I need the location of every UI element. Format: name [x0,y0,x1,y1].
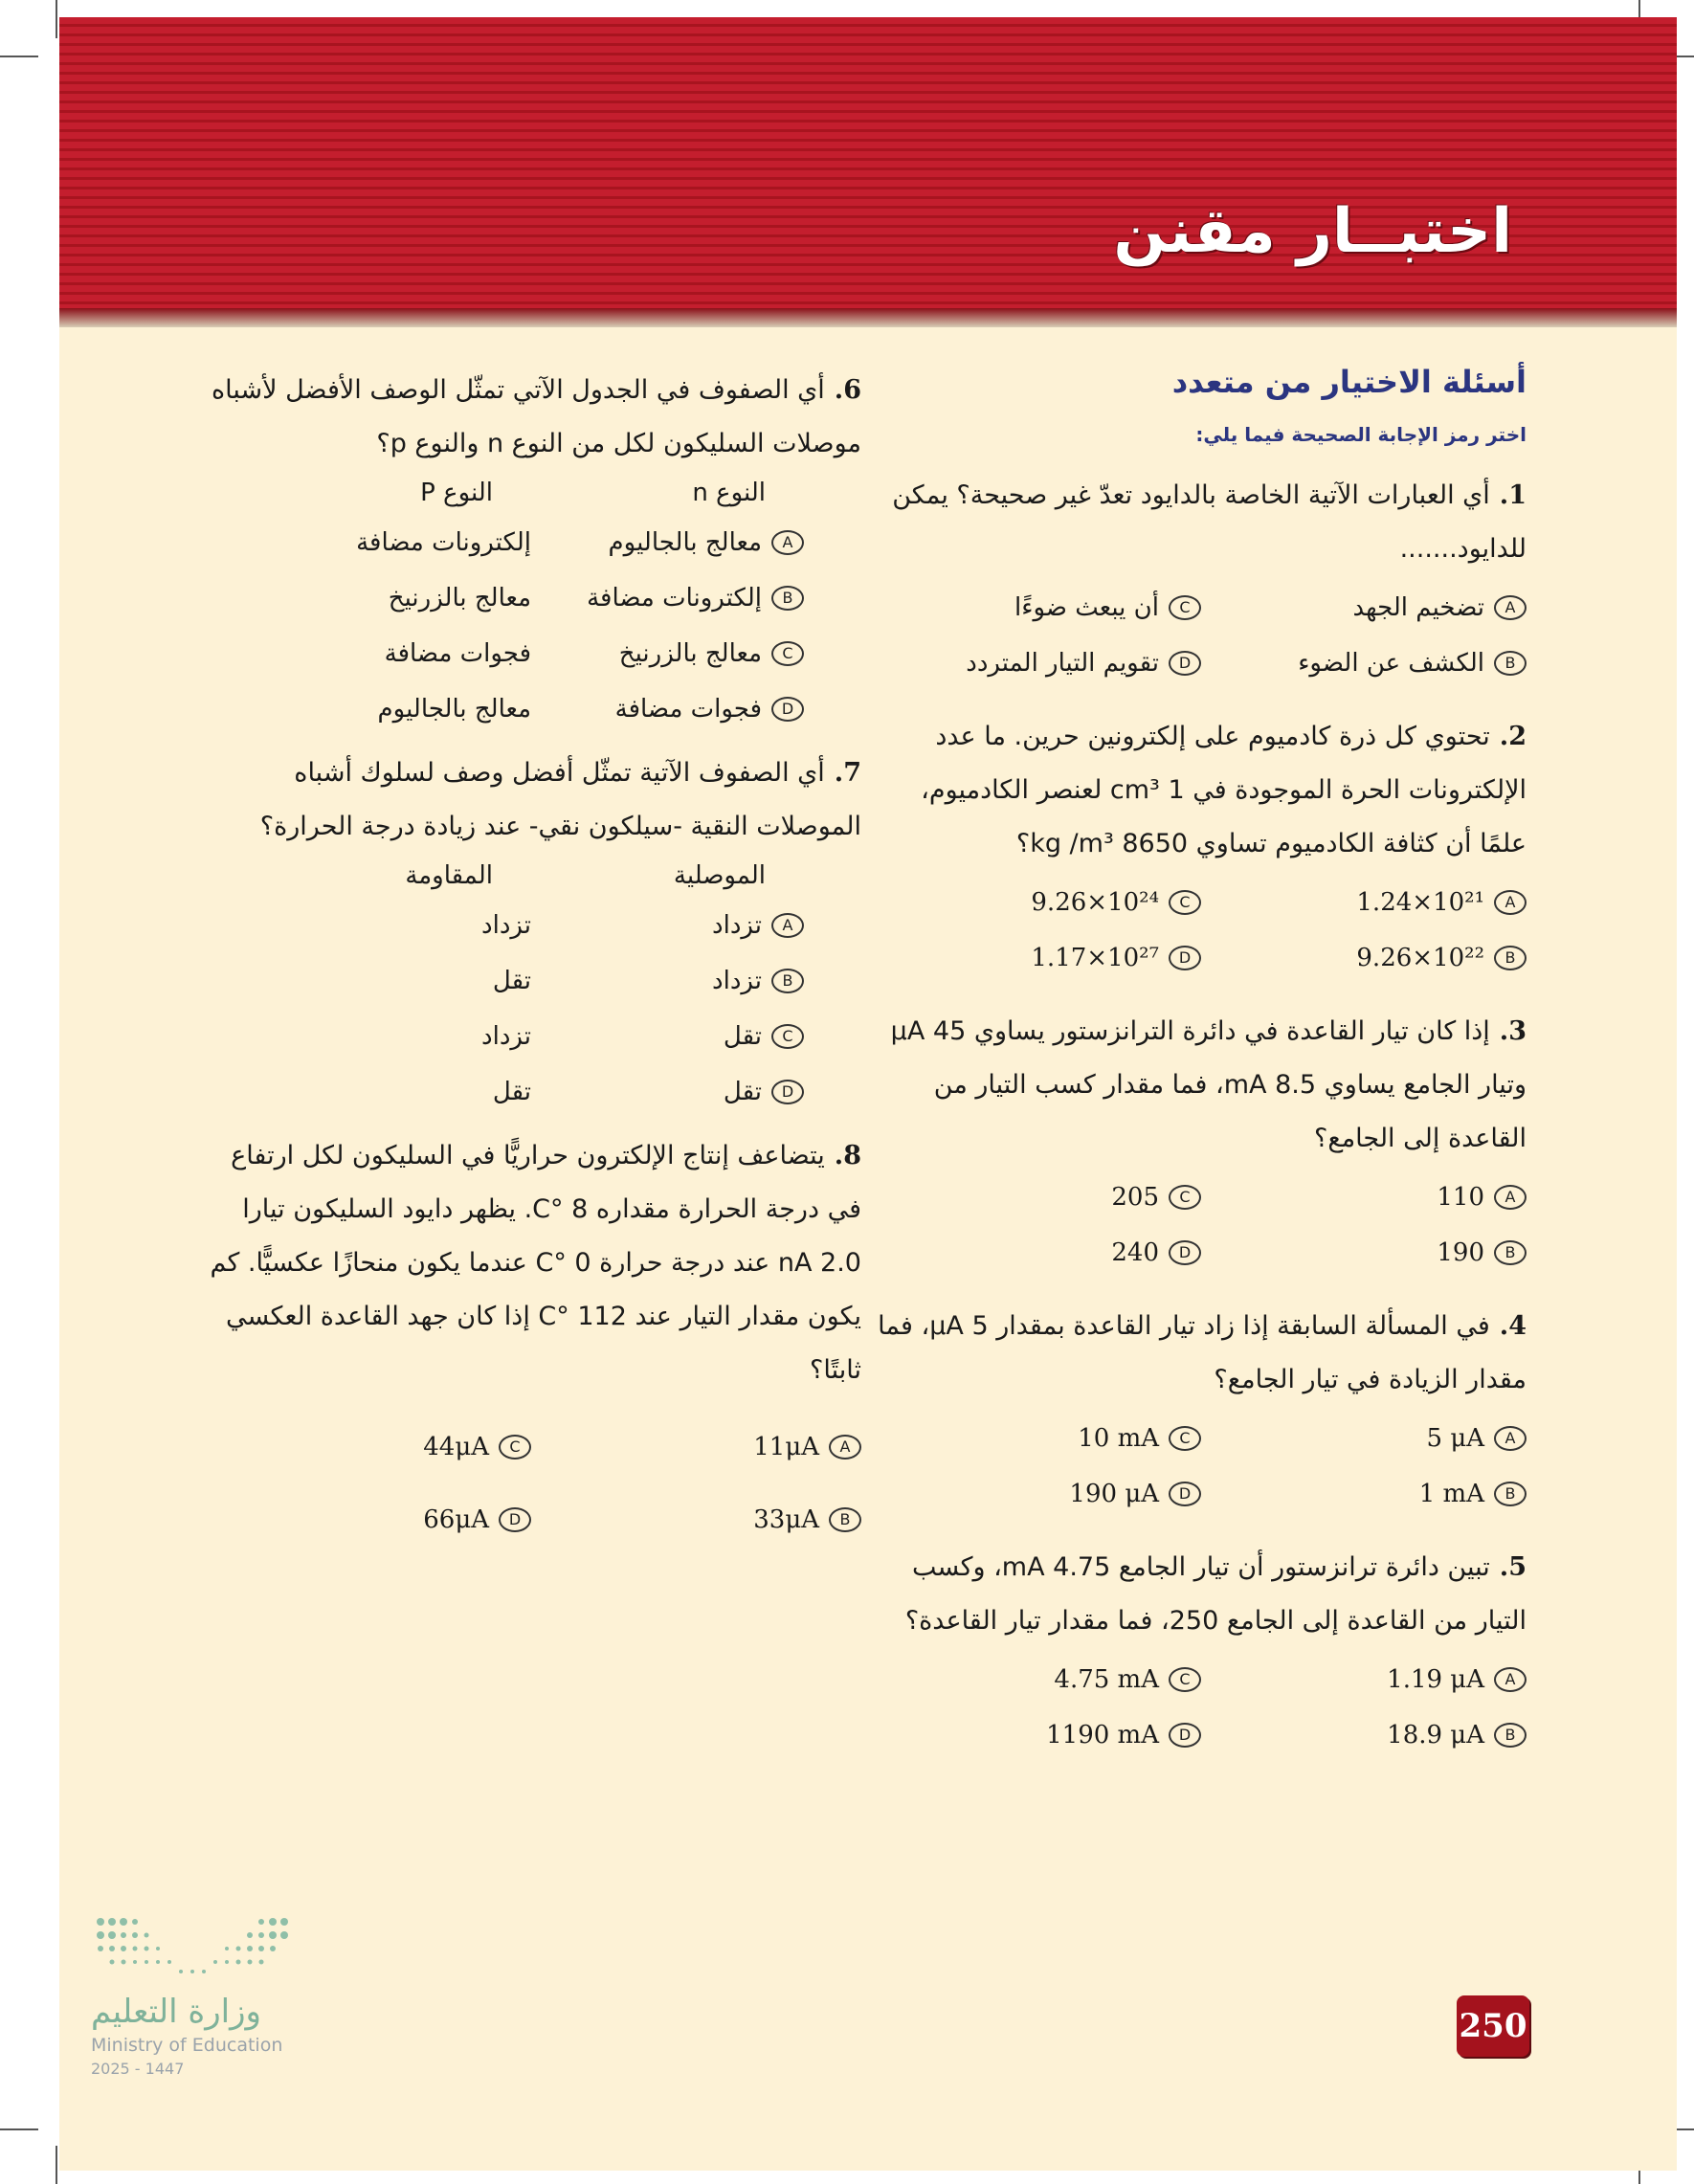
table-row-a[interactable] [531,898,804,953]
table-cell: تقل [723,1078,762,1106]
option-text: 10 mA [1078,1424,1159,1453]
option-d[interactable] [876,1225,1201,1281]
options-grid [876,875,1527,986]
option-c[interactable] [876,1652,1201,1707]
table-cell: تزداد [712,911,762,940]
option-b[interactable] [1201,635,1527,691]
option-text: 1 mA [1418,1480,1484,1508]
option-d[interactable] [876,635,1201,691]
option-letter-badge: B [829,1507,861,1532]
table-header: النوع P [420,479,493,507]
option-text: 5 μA [1426,1424,1484,1453]
option-a[interactable] [1201,1652,1527,1707]
table-row-a[interactable] [531,515,804,570]
question-text: إذا كان تيار القاعدة في دائرة الترانزستور يساوي 45 μA وتيار الجامع يساوي 8.5 mA، فما مقدار كسب التيار من القاعدة إلى الجامع؟ [890,1016,1527,1153]
option-letter-badge: A [1494,595,1527,620]
header-banner [59,17,1677,314]
page-number: 250 [1457,1995,1529,2057]
option-text: 205 [1111,1183,1159,1212]
option-letter-badge: B [1494,651,1527,676]
option-text: 240 [1111,1238,1159,1267]
options-grid [201,1411,861,1556]
option-letter-badge: D [1169,946,1201,970]
option-letter-badge: B [1494,1240,1527,1265]
option-letter-badge: A [1494,1426,1527,1451]
option-d[interactable] [201,1483,531,1556]
table-cell: إلكترونات مضافة [587,584,762,613]
option-b[interactable] [1201,1466,1527,1522]
ministry-name-arabic: وزارة التعليم [91,1993,261,2031]
option-letter-badge: C [771,641,804,666]
question-number: 6. [834,375,861,405]
ministry-name-english: Ministry of Education [91,2035,283,2056]
academic-year: 2025 - 1447 [91,2060,185,2078]
question-text: تبين دائرة ترانزستور أن تيار الجامع 4.75 mA، وكسب التيار من القاعدة إلى الجامع 250، فما مقدار تيار القاعدة؟ [904,1552,1527,1636]
option-letter-badge: B [1494,1723,1527,1748]
banner-shadow [59,308,1677,327]
table-cell: فجوات مضافة [614,695,762,724]
table-row-b[interactable] [531,953,804,1009]
option-letter-badge: D [1169,651,1201,676]
option-letter-badge: B [771,969,804,993]
option-c[interactable] [876,1170,1201,1225]
option-text: 190 μA [1069,1480,1159,1508]
option-d[interactable] [876,1707,1201,1763]
option-text: 66μA [423,1505,489,1534]
option-letter-badge: C [1169,890,1201,915]
option-letter-badge: A [1494,1667,1527,1692]
table-header: الموصلية [673,861,766,890]
table-header: النوع n [692,479,766,507]
options-grid [876,1652,1527,1763]
right-column [876,364,1527,1782]
table-cell: إلكترونات مضافة [356,528,531,557]
table-row-d[interactable] [531,1064,804,1120]
option-text: 11μA [753,1433,819,1461]
option-letter-badge: C [499,1435,531,1460]
option-text: 9.26×10²⁴ [1031,888,1159,917]
option-a[interactable] [1201,875,1527,930]
table-cell: تقل [723,1022,762,1051]
option-text: 9.26×10²² [1356,944,1484,972]
option-b[interactable] [1201,930,1527,986]
option-letter-badge: D [771,1080,804,1104]
option-letter-badge: A [1494,1185,1527,1210]
option-letter-badge: D [771,697,804,722]
option-a[interactable] [531,1411,861,1483]
question-5 [876,1541,1527,1763]
question-text: يتضاعف إنتاج الإلكترون حراريًّا في السليكون لكل ارتفاع في درجة الحرارة مقداره 8 °C. يظهر دايود السليكون تيارا 2.0 nA عند درجة حرارة 0 °C عندما يكون منحازًا عكسيًّا. كم يكون مقدار التيار عند 112 °C إذا كان جهد القاعدة العكسي ثابتًا؟ [210,1141,861,1385]
question-8 [201,1129,861,1556]
table-row-b[interactable] [531,570,804,626]
option-text: 110 [1437,1183,1484,1212]
question-number: 1. [1499,480,1527,510]
table-cell: معالج بالجاليوم [377,695,531,724]
crop-mark [56,2146,57,2184]
option-letter-badge: C [771,1024,804,1049]
table-cell: معالج بالجاليوم [608,528,762,557]
option-text: الكشف عن الضوء [1298,649,1484,678]
table-row-c[interactable] [531,1009,804,1064]
option-letter-badge: A [771,530,804,555]
question-2 [876,710,1527,986]
question-text: أي الصفوف في الجدول الآتي تمثّل الوصف الأفضل لأشباه موصلات السليكون لكل من النوع n والنوع p؟ [211,375,861,458]
question-text: تحتوي كل ذرة كادميوم على إلكترونين حرين. ما عدد الإلكترونات الحرة الموجودة في 1 cm³ لعنصر الكادميوم، علمًا أن كثافة الكادميوم تساوي 8650 kg /m³؟ [921,722,1527,858]
section-title: أسئلة الاختيار من متعدد [1171,364,1527,400]
option-text: تضخيم الجهد [1352,593,1484,622]
option-letter-badge: C [1169,595,1201,620]
option-c[interactable] [876,580,1201,635]
question-number: 4. [1499,1311,1527,1341]
option-b[interactable] [1201,1707,1527,1763]
option-text: أن يبعث ضوءًا [1014,593,1159,622]
table-cell: تزداد [481,1022,531,1051]
option-text: 1190 mA [1046,1721,1159,1749]
page-title: اختبــار مقنن [1113,196,1512,267]
option-letter-badge: A [1494,890,1527,915]
question-1 [876,469,1527,691]
option-text: 18.9 μA [1387,1721,1484,1749]
option-letter-badge: D [1169,1240,1201,1265]
option-text: 1.17×10²⁷ [1031,944,1159,972]
question-3 [876,1005,1527,1281]
question-text: أي الصفوف الآتية تمثّل أفضل وصف لسلوك أشباه الموصلات النقية -سيلكون نقي- عند زيادة درجة الحرارة؟ [259,758,861,841]
table-cell: تزداد [712,967,762,995]
option-letter-badge: C [1169,1667,1201,1692]
option-text: 4.75 mA [1054,1665,1159,1694]
option-a[interactable] [1201,1411,1527,1466]
option-b[interactable] [531,1483,861,1556]
options-grid [876,580,1527,691]
question-number: 8. [834,1141,861,1170]
option-text: 1.19 μA [1387,1665,1484,1694]
option-text: 190 [1437,1238,1484,1267]
option-letter-badge: D [499,1507,531,1532]
option-letter-badge: C [1169,1185,1201,1210]
answer-table [258,854,804,1120]
option-letter-badge: D [1169,1723,1201,1748]
option-a[interactable] [1201,580,1527,635]
option-text: 1.24×10²¹ [1356,888,1484,917]
table-header: المقاومة [405,861,493,890]
table-cell: تقل [492,1078,531,1106]
question-number: 7. [834,758,861,788]
option-d[interactable] [876,1466,1201,1522]
table-cell: معالج بالزرنيخ [388,584,531,613]
option-letter-badge: D [1169,1482,1201,1506]
option-b[interactable] [1201,1225,1527,1281]
question-text: في المسألة السابقة إذا زاد تيار القاعدة بمقدار 5 μA، فما مقدار الزيادة في تيار الجامع؟ [878,1311,1527,1394]
instruction-text: اختر رمز الإجابة الصحيحة فيما يلي: [1195,423,1527,446]
crop-mark [0,56,38,57]
question-6 [201,364,861,737]
option-d[interactable] [876,930,1201,986]
options-grid [876,1170,1527,1281]
dots-pattern-icon [91,1914,301,1981]
option-c[interactable] [876,1411,1201,1466]
question-text: أي العبارات الآتية الخاصة بالدايود تعدّ غير صحيحة؟ يمكن للدايود....... [892,480,1527,564]
table-cell: تزداد [481,911,531,940]
question-7 [201,747,861,1120]
table-row-d[interactable] [531,681,804,737]
option-letter-badge: A [771,913,804,938]
question-number: 5. [1499,1552,1527,1582]
table-cell: فجوات مضافة [384,639,531,668]
ministry-logo [91,1914,311,2078]
answer-table [258,471,804,737]
question-number: 3. [1499,1016,1527,1046]
crop-mark [0,2128,38,2130]
option-text: تقويم التيار المتردد [966,649,1159,678]
option-letter-badge: B [771,586,804,611]
option-letter-badge: B [1494,946,1527,970]
table-cell: تقل [492,967,531,995]
option-letter-badge: A [829,1435,861,1460]
option-letter-badge: B [1494,1482,1527,1506]
option-a[interactable] [1201,1170,1527,1225]
option-text: 33μA [753,1505,819,1534]
options-grid [876,1411,1527,1522]
question-4 [876,1300,1527,1522]
question-number: 2. [1499,722,1527,751]
table-cell: معالج بالزرنيخ [618,639,762,668]
left-column [201,364,861,1575]
option-c[interactable] [876,875,1201,930]
option-text: 44μA [423,1433,489,1461]
option-letter-badge: C [1169,1426,1201,1451]
crop-mark [56,0,57,38]
option-c[interactable] [201,1411,531,1483]
table-row-c[interactable] [531,626,804,681]
